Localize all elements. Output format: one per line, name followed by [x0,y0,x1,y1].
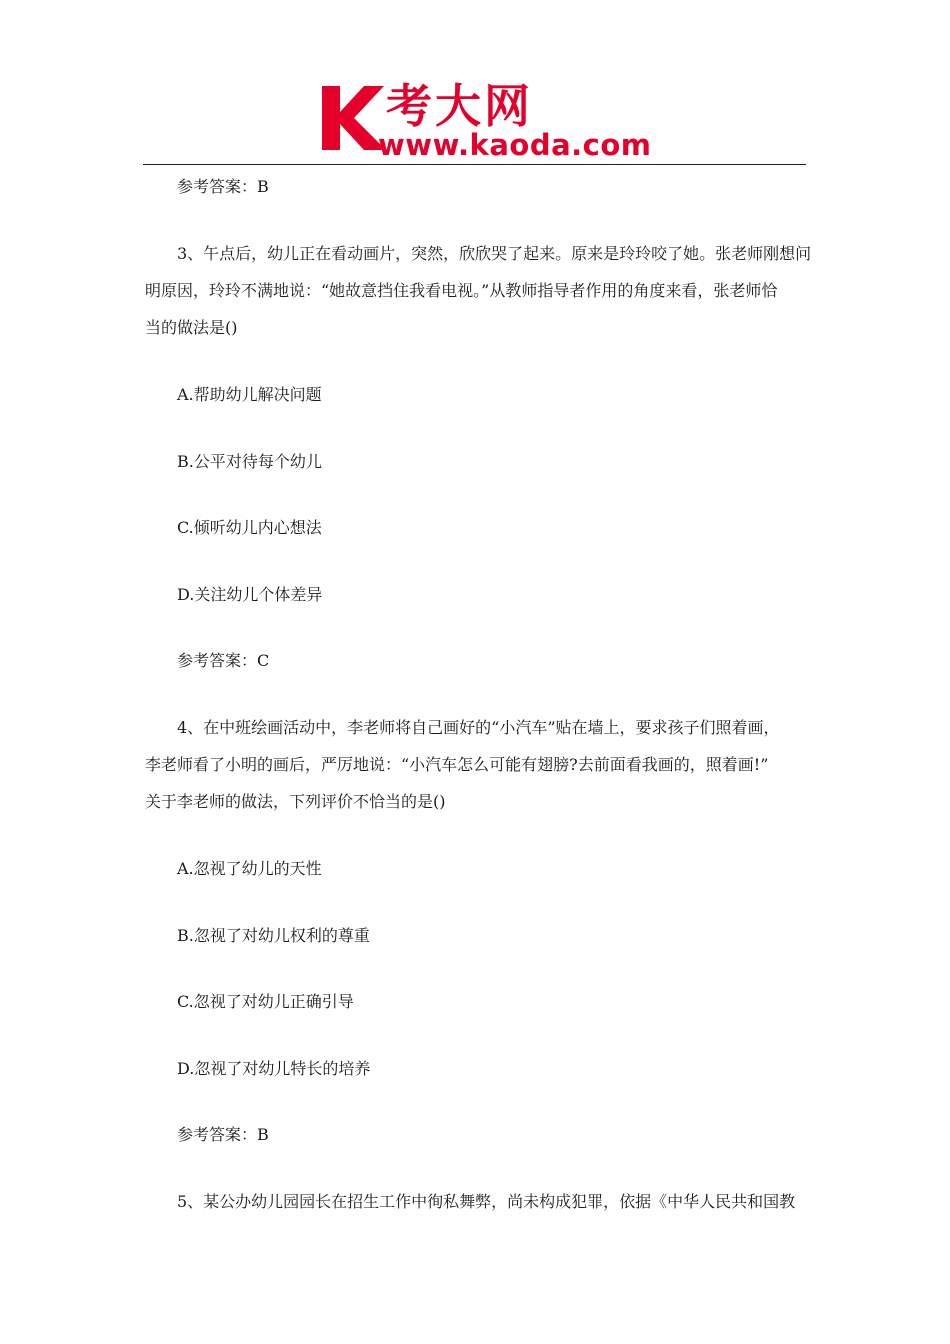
q3-option-a: A.帮助幼儿解决问题 [177,385,322,404]
q4-text-line-2: 李老师看了小明的画后，严厉地说：“小汽车怎么可能有翅膀?去前面看我画的，照着画!” [145,755,769,774]
q3-option-b: B.公平对待每个幼儿 [177,452,322,471]
q5-text-line-1: 5、某公办幼儿园园长在招生工作中徇私舞弊，尚未构成犯罪，依据《中华人民共和国教 [177,1192,796,1211]
q3-answer: 参考答案：C [177,651,270,670]
q3-text-line-2: 明原因，玲玲不满地说：“她故意挡住我看电视。”从教师指导者作用的角度来看，张老师恰 [145,281,778,300]
logo-url-text: www.kaoda.com [378,128,652,162]
q3-text-line-3: 当的做法是() [145,318,238,337]
q4-answer: 参考答案：B [177,1125,269,1144]
header-divider [143,164,806,165]
q4-text-line-1: 4、在中班绘画活动中，李老师将自己画好的“小汽车”贴在墙上，要求孩子们照着画， [177,718,780,737]
page-header [0,0,950,168]
q3-option-d: D.关注幼儿个体差异 [177,585,323,604]
logo-chinese-text: 考大网 [386,79,533,133]
kaoda-logo [318,79,652,162]
q4-option-a: A.忽视了幼儿的天性 [177,859,322,878]
previous-answer: 参考答案：B [177,177,269,196]
q4-option-d: D.忽视了对幼儿特长的培养 [177,1059,371,1078]
q4-option-b: B.忽视了对幼儿权利的尊重 [177,926,370,945]
q4-text-line-3: 关于李老师的做法，下列评价不恰当的是() [145,792,446,811]
q4-option-c: C.忽视了对幼儿正确引导 [177,992,354,1011]
q3-text-line-1: 3、午点后，幼儿正在看动画片，突然，欣欣哭了起来。原来是玲玲咬了她。张老师刚想问 [177,244,812,263]
q3-option-c: C.倾听幼儿内心想法 [177,518,322,537]
